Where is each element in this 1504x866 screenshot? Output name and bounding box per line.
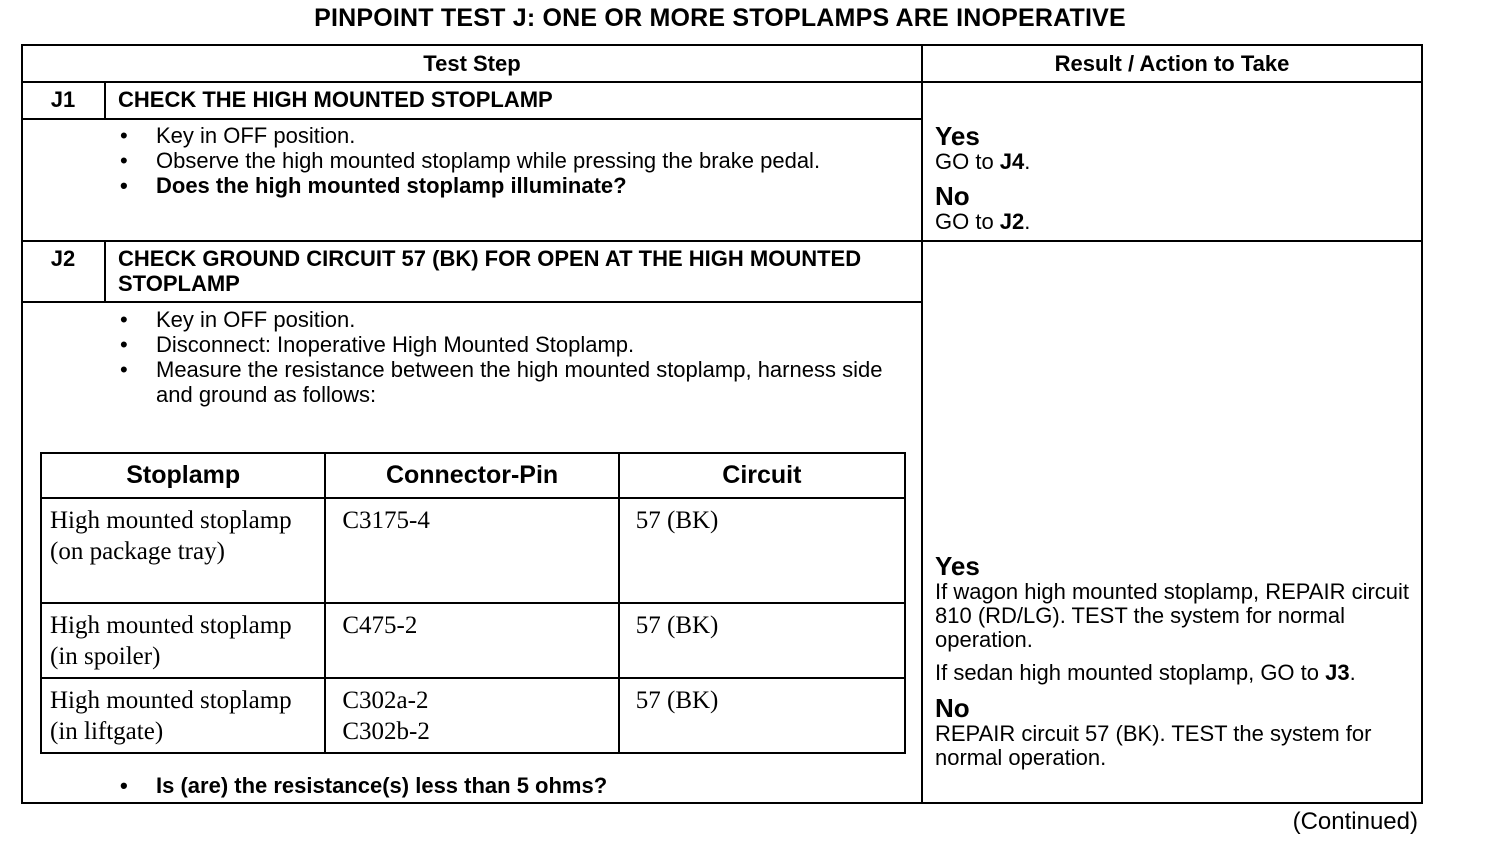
j2-no-text: REPAIR circuit 57 (BK). TEST the system for normal operation. — [935, 721, 1372, 770]
j2-bullet-list — [118, 307, 908, 407]
row-divider-j1-j2 — [23, 240, 1421, 242]
column-divider — [921, 46, 923, 802]
table-cell-circuit: 57 (BK) — [619, 498, 905, 603]
table-cell-stoplamp: High mounted stoplamp (in liftgate) — [41, 678, 325, 753]
document-title: PINPOINT TEST J: ONE OR MORE STOPLAMPS ARE INOPERATIVE — [314, 4, 1126, 32]
table-cell-stoplamp: High mounted stoplamp (in spoiler) — [41, 603, 325, 678]
j2-title-divider — [23, 301, 921, 303]
table-row — [41, 498, 905, 603]
j1-yes-label: Yes — [935, 121, 980, 151]
connector-pin-a: C302a-2 — [342, 687, 429, 714]
step-id-j1: J1 — [50, 87, 76, 112]
j1-id-divider — [104, 82, 106, 119]
j2-result — [935, 552, 1419, 770]
list-item: • Does the high mounted stoplamp illuminate? — [118, 173, 908, 198]
j1-yes-action: GO to J4. — [935, 149, 1031, 174]
j2-yes-text: If wagon high mounted stoplamp, REPAIR circuit 810 (RD/LG). TEST the system for normal operation. — [935, 579, 1410, 652]
j2-yes-text-2: If sedan high mounted stoplamp, GO to J3. — [935, 660, 1356, 685]
column-header-stoplamp: Stoplamp — [41, 453, 325, 498]
table-cell-stoplamp: High mounted stoplamp (on package tray) — [41, 498, 325, 603]
connector-pin-b: C302b-2 — [342, 718, 430, 745]
table-header-row — [41, 453, 905, 498]
column-header-circuit: Circuit — [619, 453, 905, 498]
list-item: • Measure the resistance between the high mounted stoplamp, harness side and ground as follows: — [118, 357, 908, 407]
step-title-j2: CHECK GROUND CIRCUIT 57 (BK) FOR OPEN AT THE HIGH MOUNTED STOPLAMP — [118, 246, 862, 296]
resistance-table — [40, 452, 906, 754]
j2-yes-target: J3 — [1325, 660, 1350, 685]
list-item: • Key in OFF position. — [118, 123, 908, 148]
list-item: • Observe the high mounted stoplamp while pressing the brake pedal. — [118, 148, 908, 173]
continued-note: (Continued) — [1292, 808, 1418, 835]
j1-title-divider — [23, 118, 921, 120]
pinpoint-test-table — [21, 44, 1423, 804]
j1-yes-target: J4 — [999, 149, 1025, 174]
j1-result — [935, 122, 1415, 234]
list-item: • Key in OFF position. — [118, 307, 908, 332]
j2-yes-label: Yes — [935, 551, 980, 581]
j1-no-label: No — [935, 181, 970, 211]
j1-no-text: GO to — [935, 209, 1000, 234]
list-item: • Is (are) the resistance(s) less than 5 ohms? — [118, 773, 908, 798]
j1-no-target: J2 — [999, 209, 1025, 234]
column-header-connector-pin: Connector-Pin — [325, 453, 618, 498]
header-test-step: Test Step — [423, 51, 521, 76]
header-result: Result / Action to Take — [1054, 51, 1290, 76]
step-title-j1: CHECK THE HIGH MOUNTED STOPLAMP — [118, 87, 553, 112]
table-cell-circuit: 57 (BK) — [619, 678, 905, 753]
step-id-j2: J2 — [50, 246, 76, 271]
table-cell-connector: C475-2 — [325, 603, 618, 678]
j2-question-list — [118, 773, 908, 798]
table-row — [41, 678, 905, 753]
table-cell-circuit: 57 (BK) — [619, 603, 905, 678]
list-item: • Disconnect: Inoperative High Mounted Stoplamp. — [118, 332, 908, 357]
j2-no-label: No — [935, 693, 970, 723]
table-row — [41, 603, 905, 678]
j1-bullet-list — [118, 123, 908, 198]
header-divider — [23, 81, 1421, 83]
table-cell-connector — [325, 678, 618, 753]
j2-id-divider — [104, 242, 106, 301]
j1-yes-text: GO to — [935, 149, 1000, 174]
j1-no-action: GO to J2. — [935, 209, 1031, 234]
j2-yes-text-2-prefix: If sedan high mounted stoplamp, GO to — [935, 660, 1326, 685]
table-cell-connector: C3175-4 — [325, 498, 618, 603]
